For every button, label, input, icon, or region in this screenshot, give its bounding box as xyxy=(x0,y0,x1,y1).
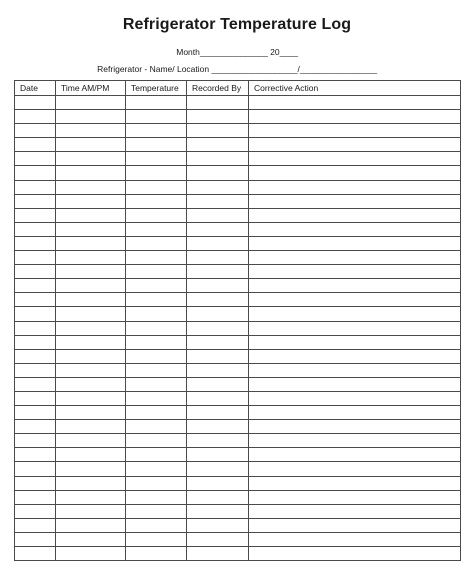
corrective-action-cell[interactable] xyxy=(249,490,461,504)
table-row xyxy=(15,96,461,110)
corrective-action-cell[interactable] xyxy=(249,434,461,448)
temperature-cell[interactable] xyxy=(126,166,187,180)
corrective-action-cell[interactable] xyxy=(249,363,461,377)
recorded-by-cell[interactable] xyxy=(187,222,249,236)
table-row xyxy=(15,391,461,405)
refrigerator-name-blank-field[interactable]: ___________________ xyxy=(211,64,298,74)
date-cell[interactable] xyxy=(15,476,56,490)
table-row xyxy=(15,349,461,363)
corrective-action-cell[interactable] xyxy=(249,335,461,349)
recorded-by-cell[interactable] xyxy=(187,532,249,546)
recorded-by-cell[interactable] xyxy=(187,349,249,363)
temperature-cell[interactable] xyxy=(126,222,187,236)
table-row xyxy=(15,504,461,518)
temperature-cell[interactable] xyxy=(126,391,187,405)
refrigerator-separator: / xyxy=(297,64,300,74)
date-cell[interactable] xyxy=(15,518,56,532)
temperature-cell[interactable] xyxy=(126,138,187,152)
corrective-action-cell[interactable] xyxy=(249,236,461,250)
table-row xyxy=(15,434,461,448)
time-cell[interactable] xyxy=(56,476,126,490)
recorded-by-cell[interactable] xyxy=(187,377,249,391)
corrective-action-cell[interactable] xyxy=(249,377,461,391)
recorded-by-cell[interactable] xyxy=(187,490,249,504)
date-cell[interactable] xyxy=(15,420,56,434)
time-cell[interactable] xyxy=(56,504,126,518)
date-cell[interactable] xyxy=(15,434,56,448)
refrigerator-line xyxy=(0,64,474,74)
recorded-by-cell[interactable] xyxy=(187,476,249,490)
date-cell[interactable] xyxy=(15,265,56,279)
recorded-by-cell[interactable] xyxy=(187,462,249,476)
temperature-cell[interactable] xyxy=(126,124,187,138)
recorded-by-cell[interactable] xyxy=(187,152,249,166)
time-cell[interactable] xyxy=(56,448,126,462)
table-row xyxy=(15,335,461,349)
recorded-by-cell[interactable] xyxy=(187,448,249,462)
temperature-cell[interactable] xyxy=(126,547,187,561)
date-cell[interactable] xyxy=(15,377,56,391)
date-cell[interactable] xyxy=(15,110,56,124)
table-row xyxy=(15,152,461,166)
time-cell[interactable] xyxy=(56,110,126,124)
recorded-by-cell[interactable] xyxy=(187,335,249,349)
recorded-by-cell[interactable] xyxy=(187,138,249,152)
time-cell[interactable] xyxy=(56,518,126,532)
table-body xyxy=(15,96,461,561)
table-row xyxy=(15,208,461,222)
date-cell[interactable] xyxy=(15,279,56,293)
time-cell[interactable] xyxy=(56,406,126,420)
month-label: Month xyxy=(176,47,200,57)
date-cell[interactable] xyxy=(15,321,56,335)
date-cell[interactable] xyxy=(15,363,56,377)
time-cell[interactable] xyxy=(56,321,126,335)
refrigerator-label: Refrigerator - Name/ Location xyxy=(97,64,210,74)
column-header-time: Time AM/PM xyxy=(56,81,126,96)
recorded-by-cell[interactable] xyxy=(187,180,249,194)
date-cell[interactable] xyxy=(15,490,56,504)
date-cell[interactable] xyxy=(15,124,56,138)
table-row xyxy=(15,110,461,124)
refrigerator-location-blank-field[interactable]: _________________ xyxy=(299,64,377,74)
temperature-cell[interactable] xyxy=(126,152,187,166)
table-row xyxy=(15,194,461,208)
date-cell[interactable] xyxy=(15,547,56,561)
table-row xyxy=(15,518,461,532)
recorded-by-cell[interactable] xyxy=(187,307,249,321)
table-row xyxy=(15,377,461,391)
time-cell[interactable] xyxy=(56,434,126,448)
temperature-cell[interactable] xyxy=(126,448,187,462)
temperature-cell[interactable] xyxy=(126,279,187,293)
table-row xyxy=(15,490,461,504)
date-cell[interactable] xyxy=(15,462,56,476)
recorded-by-cell[interactable] xyxy=(187,124,249,138)
time-cell[interactable] xyxy=(56,96,126,110)
table-row xyxy=(15,293,461,307)
table-row xyxy=(15,138,461,152)
date-cell[interactable] xyxy=(15,532,56,546)
corrective-action-cell[interactable] xyxy=(249,166,461,180)
temperature-cell[interactable] xyxy=(126,504,187,518)
recorded-by-cell[interactable] xyxy=(187,293,249,307)
time-cell[interactable] xyxy=(56,222,126,236)
time-cell[interactable] xyxy=(56,279,126,293)
month-line xyxy=(0,47,474,57)
recorded-by-cell[interactable] xyxy=(187,279,249,293)
date-cell[interactable] xyxy=(15,349,56,363)
column-header-recorded-by: Recorded By xyxy=(187,81,249,96)
temperature-cell[interactable] xyxy=(126,110,187,124)
corrective-action-cell[interactable] xyxy=(249,321,461,335)
table-row xyxy=(15,124,461,138)
date-cell[interactable] xyxy=(15,504,56,518)
corrective-action-cell[interactable] xyxy=(249,518,461,532)
table-row xyxy=(15,307,461,321)
recorded-by-cell[interactable] xyxy=(187,166,249,180)
time-cell[interactable] xyxy=(56,251,126,265)
date-cell[interactable] xyxy=(15,152,56,166)
corrective-action-cell[interactable] xyxy=(249,138,461,152)
date-cell[interactable] xyxy=(15,391,56,405)
date-cell[interactable] xyxy=(15,96,56,110)
time-cell[interactable] xyxy=(56,532,126,546)
time-cell[interactable] xyxy=(56,180,126,194)
table-row xyxy=(15,166,461,180)
temperature-cell[interactable] xyxy=(126,96,187,110)
recorded-by-cell[interactable] xyxy=(187,420,249,434)
corrective-action-cell[interactable] xyxy=(249,194,461,208)
temperature-cell[interactable] xyxy=(126,420,187,434)
time-cell[interactable] xyxy=(56,236,126,250)
time-cell[interactable] xyxy=(56,307,126,321)
table-header-row xyxy=(15,81,461,96)
time-cell[interactable] xyxy=(56,265,126,279)
time-cell[interactable] xyxy=(56,363,126,377)
table-row xyxy=(15,420,461,434)
date-cell[interactable] xyxy=(15,293,56,307)
date-cell[interactable] xyxy=(15,180,56,194)
temperature-cell[interactable] xyxy=(126,363,187,377)
date-cell[interactable] xyxy=(15,166,56,180)
corrective-action-cell[interactable] xyxy=(249,279,461,293)
corrective-action-cell[interactable] xyxy=(249,420,461,434)
temperature-cell[interactable] xyxy=(126,335,187,349)
recorded-by-cell[interactable] xyxy=(187,96,249,110)
recorded-by-cell[interactable] xyxy=(187,208,249,222)
temperature-cell[interactable] xyxy=(126,293,187,307)
month-blank-field[interactable]: _______________ xyxy=(199,47,268,57)
date-cell[interactable] xyxy=(15,222,56,236)
corrective-action-cell[interactable] xyxy=(249,96,461,110)
temperature-cell[interactable] xyxy=(126,462,187,476)
corrective-action-cell[interactable] xyxy=(249,547,461,561)
recorded-by-cell[interactable] xyxy=(187,391,249,405)
temperature-cell[interactable] xyxy=(126,490,187,504)
column-header-temperature: Temperature xyxy=(126,81,187,96)
column-header-date: Date xyxy=(15,81,56,96)
temperature-cell[interactable] xyxy=(126,518,187,532)
table-row xyxy=(15,462,461,476)
recorded-by-cell[interactable] xyxy=(187,504,249,518)
corrective-action-cell[interactable] xyxy=(249,307,461,321)
recorded-by-cell[interactable] xyxy=(187,518,249,532)
time-cell[interactable] xyxy=(56,152,126,166)
table-row xyxy=(15,222,461,236)
time-cell[interactable] xyxy=(56,124,126,138)
column-header-corrective-action: Corrective Action xyxy=(249,81,461,96)
corrective-action-cell[interactable] xyxy=(249,391,461,405)
recorded-by-cell[interactable] xyxy=(187,236,249,250)
date-cell[interactable] xyxy=(15,194,56,208)
temperature-cell[interactable] xyxy=(126,532,187,546)
corrective-action-cell[interactable] xyxy=(249,251,461,265)
temperature-cell[interactable] xyxy=(126,236,187,250)
table-row xyxy=(15,363,461,377)
time-cell[interactable] xyxy=(56,138,126,152)
corrective-action-cell[interactable] xyxy=(249,476,461,490)
temperature-cell[interactable] xyxy=(126,476,187,490)
page-title: Refrigerator Temperature Log xyxy=(122,16,352,33)
time-cell[interactable] xyxy=(56,377,126,391)
temperature-cell[interactable] xyxy=(126,321,187,335)
temperature-cell[interactable] xyxy=(126,180,187,194)
corrective-action-cell[interactable] xyxy=(249,265,461,279)
table-row xyxy=(15,251,461,265)
table-row xyxy=(15,406,461,420)
year-blank-field[interactable]: ____ xyxy=(279,47,298,57)
time-cell[interactable] xyxy=(56,391,126,405)
temperature-cell[interactable] xyxy=(126,406,187,420)
temperature-cell[interactable] xyxy=(126,307,187,321)
table-row xyxy=(15,279,461,293)
recorded-by-cell[interactable] xyxy=(187,434,249,448)
date-cell[interactable] xyxy=(15,236,56,250)
temperature-cell[interactable] xyxy=(126,251,187,265)
corrective-action-cell[interactable] xyxy=(249,532,461,546)
table-row xyxy=(15,265,461,279)
corrective-action-cell[interactable] xyxy=(249,152,461,166)
table-row xyxy=(15,321,461,335)
corrective-action-cell[interactable] xyxy=(249,462,461,476)
corrective-action-cell[interactable] xyxy=(249,124,461,138)
date-cell[interactable] xyxy=(15,251,56,265)
recorded-by-cell[interactable] xyxy=(187,363,249,377)
table-row xyxy=(15,547,461,561)
temperature-cell[interactable] xyxy=(126,377,187,391)
table-row xyxy=(15,180,461,194)
recorded-by-cell[interactable] xyxy=(187,251,249,265)
table-row xyxy=(15,476,461,490)
table-row xyxy=(15,448,461,462)
corrective-action-cell[interactable] xyxy=(249,448,461,462)
date-cell[interactable] xyxy=(15,307,56,321)
corrective-action-cell[interactable] xyxy=(249,349,461,363)
time-cell[interactable] xyxy=(56,166,126,180)
temperature-cell[interactable] xyxy=(126,208,187,222)
date-cell[interactable] xyxy=(15,208,56,222)
table-row xyxy=(15,236,461,250)
date-cell[interactable] xyxy=(15,406,56,420)
time-cell[interactable] xyxy=(56,293,126,307)
corrective-action-cell[interactable] xyxy=(249,208,461,222)
recorded-by-cell[interactable] xyxy=(187,265,249,279)
date-cell[interactable] xyxy=(15,138,56,152)
corrective-action-cell[interactable] xyxy=(249,504,461,518)
temperature-cell[interactable] xyxy=(126,349,187,363)
temperature-cell[interactable] xyxy=(126,194,187,208)
recorded-by-cell[interactable] xyxy=(187,110,249,124)
recorded-by-cell[interactable] xyxy=(187,194,249,208)
corrective-action-cell[interactable] xyxy=(249,406,461,420)
corrective-action-cell[interactable] xyxy=(249,222,461,236)
corrective-action-cell[interactable] xyxy=(249,180,461,194)
recorded-by-cell[interactable] xyxy=(187,547,249,561)
recorded-by-cell[interactable] xyxy=(187,321,249,335)
temperature-cell[interactable] xyxy=(126,434,187,448)
corrective-action-cell[interactable] xyxy=(249,110,461,124)
time-cell[interactable] xyxy=(56,462,126,476)
time-cell[interactable] xyxy=(56,194,126,208)
year-label: 20 xyxy=(270,47,280,57)
time-cell[interactable] xyxy=(56,547,126,561)
corrective-action-cell[interactable] xyxy=(249,293,461,307)
date-cell[interactable] xyxy=(15,335,56,349)
time-cell[interactable] xyxy=(56,490,126,504)
time-cell[interactable] xyxy=(56,335,126,349)
time-cell[interactable] xyxy=(56,420,126,434)
table-row xyxy=(15,532,461,546)
recorded-by-cell[interactable] xyxy=(187,406,249,420)
temperature-log-table xyxy=(14,80,461,561)
date-cell[interactable] xyxy=(15,448,56,462)
temperature-cell[interactable] xyxy=(126,265,187,279)
time-cell[interactable] xyxy=(56,349,126,363)
time-cell[interactable] xyxy=(56,208,126,222)
